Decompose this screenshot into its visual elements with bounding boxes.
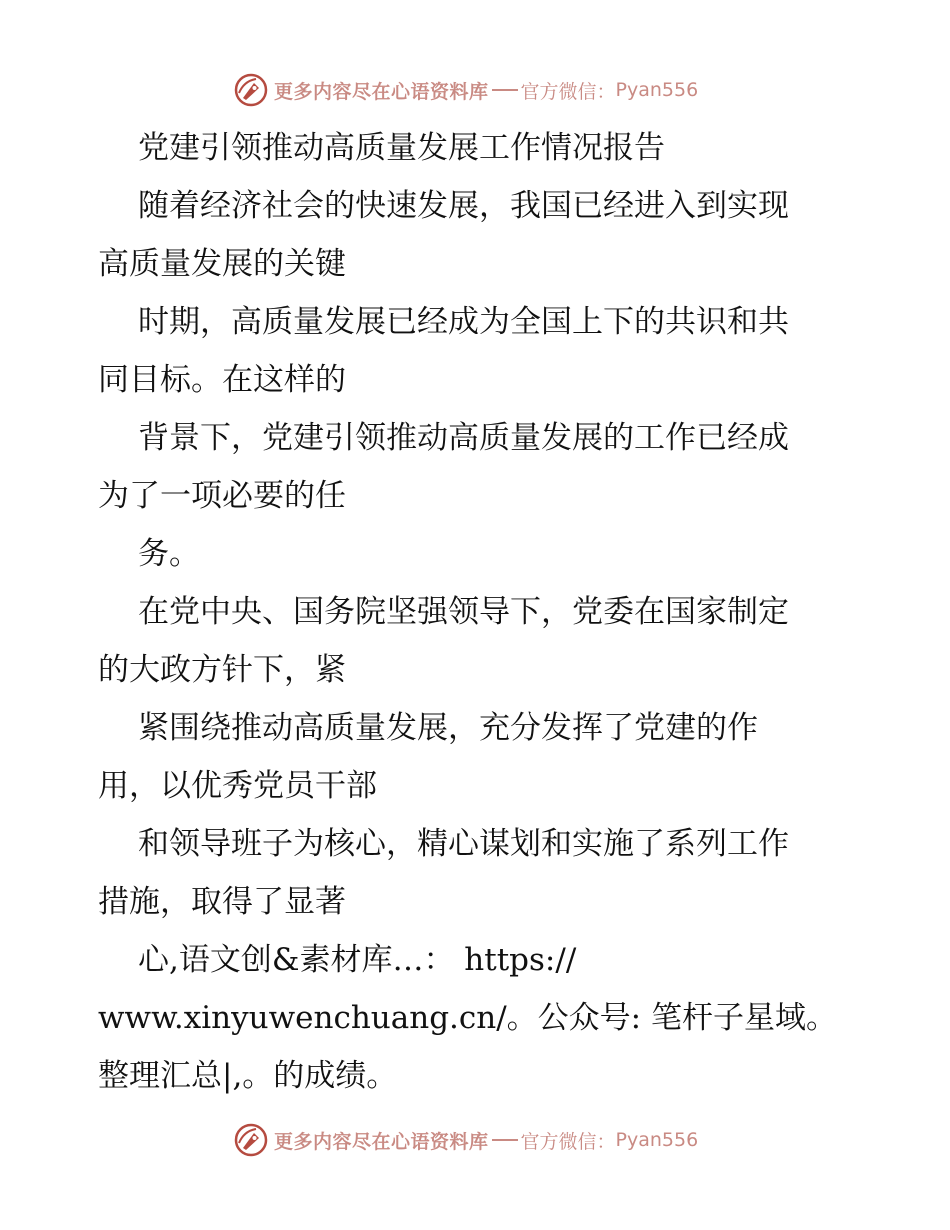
- paragraph-line: 整理汇总|,。的成绩。: [98, 1058, 398, 1094]
- pen-nib-logo-icon: [234, 1123, 268, 1157]
- banner-site-name: 更多内容尽在心语资料库: [274, 80, 489, 103]
- paragraph-line: 和领导班子为核心，精心谋划和实施了系列工作: [138, 826, 789, 862]
- paragraph-line: 措施，取得了显著: [98, 884, 346, 920]
- banner-site-name: 更多内容尽在心语资料库: [274, 1130, 489, 1153]
- paragraph-line: 在党中央、国务院坚强领导下，党委在国家制定: [138, 594, 789, 630]
- paragraph-line: 背景下，党建引领推动高质量发展的工作已经成: [138, 420, 789, 456]
- header-banner: [234, 72, 698, 108]
- banner-dash: [492, 89, 518, 91]
- paragraph-line: www.xinyuwenchuang.cn/。公众号: 笔杆子星域。: [98, 1000, 837, 1036]
- paragraph-line: 的大政方针下，紧: [98, 652, 346, 688]
- paragraph-line: 时期，高质量发展已经成为全国上下的共识和共: [138, 304, 789, 340]
- paragraph-line: 紧围绕推动高质量发展，充分发挥了党建的作: [138, 710, 758, 746]
- paragraph-line: 随着经济社会的快速发展，我国已经进入到实现: [138, 188, 789, 224]
- banner-official-label: 官方微信：: [520, 80, 616, 103]
- paragraph-line: 高质量发展的关键: [98, 246, 346, 282]
- banner-dash: [492, 1139, 518, 1141]
- paragraph-line: 用，以优秀党员干部: [98, 768, 377, 804]
- banner-official-label: 官方微信：: [520, 1130, 616, 1153]
- document-title: 党建引领推动高质量发展工作情况报告: [138, 130, 665, 166]
- paragraph-line: 为了一项必要的任: [98, 478, 346, 514]
- paragraph-line: 心,语文创&素材库…： https://: [138, 942, 577, 978]
- banner-wechat-id: Pyan556: [615, 79, 699, 101]
- banner-wechat-id: Pyan556: [615, 1129, 699, 1151]
- paragraph-line: 同目标。在这样的: [98, 362, 346, 398]
- paragraph-line: 务。: [138, 536, 200, 572]
- pen-nib-logo-icon: [234, 73, 268, 107]
- footer-banner: [234, 1122, 698, 1158]
